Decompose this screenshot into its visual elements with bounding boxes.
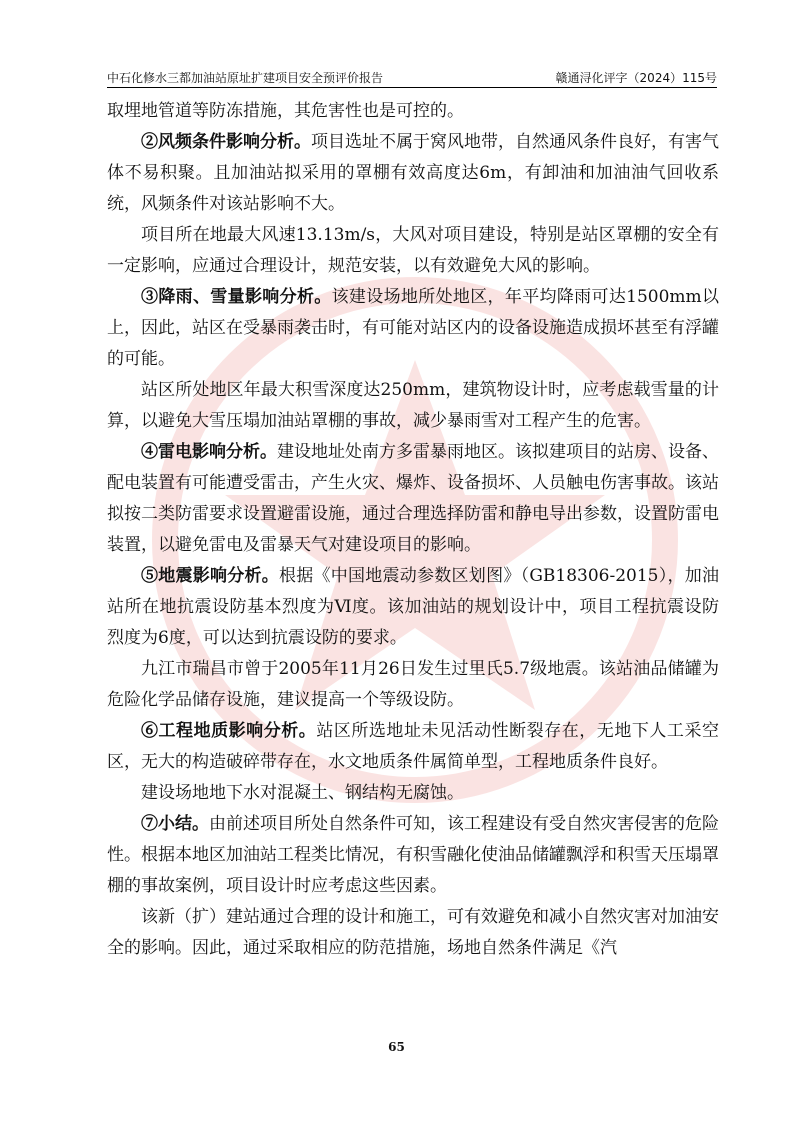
paragraph: 九江市瑞昌市曾于2005年11月26日发生过里氏5.7级地震。该站油品储罐为危险化学品储存设施，建议提高一个等级设防。 — [107, 659, 719, 710]
section-heading: ③降雨、雪量影响分析。 — [141, 287, 332, 307]
section-heading: ⑥工程地质影响分析。 — [141, 721, 317, 741]
report-body — [107, 96, 719, 964]
paragraph: 项目所在地最大风速13.13m/s，大风对项目建设，特别是站区罩棚的安全有一定影响，应通过合理设计，规范安装，以有效避免大风的影响。 — [107, 225, 719, 276]
paragraph-wind-analysis: ②风频条件影响分析。项目选址不属于窝风地带，自然通风条件良好，有害气体不易积聚。且加油站拟采用的罩棚有效高度达6m，有卸油和加油油气回收系统，风频条件对该站影响不大。 — [107, 132, 719, 214]
paragraph-lightning-analysis: ④雷电影响分析。建设地址处南方多雷暴雨地区。该拟建项目的站房、设备、配电装置有可能遭受雷击，产生火灾、爆炸、设备损坏、人员触电伤害事故。该站拟按二类防雷要求设置避雷设施，通过合理选择防雷和静电导出参数，设置防雷电装置，以避免雷电及雷暴天气对建设项目的影响。 — [107, 442, 719, 555]
section-heading: ②风频条件影响分析。 — [141, 132, 311, 152]
paragraph-rain-snow-analysis: ③降雨、雪量影响分析。该建设场地所处地区，年平均降雨可达1500mm以上，因此，站区在受暴雨袭击时，有可能对站区内的设备设施造成损坏甚至有浮罐的可能。 — [107, 287, 719, 369]
header-report-title: 中石化修水三都加油站原址扩建项目安全预评价报告 — [107, 71, 384, 85]
page-number: 65 — [388, 1040, 405, 1054]
paragraph: 该新（扩）建站通过合理的设计和施工，可有效避免和减小自然灾害对加油安全的影响。因此，通过采取相应的防范措施，场地自然条件满足《汽 — [107, 907, 719, 958]
section-heading: ⑦小结。 — [141, 814, 209, 834]
header-divider — [107, 87, 717, 88]
paragraph-geology-analysis: ⑥工程地质影响分析。站区所选地址未见活动性断裂存在，无地下人工采空区，无大的构造破碎带存在，水文地质条件属简单型，工程地质条件良好。 — [107, 721, 719, 772]
paragraph-earthquake-analysis: ⑤地震影响分析。根据《中国地震动参数区划图》（GB18306-2015），加油站所在地抗震设防基本烈度为Ⅵ度。该加油站的规划设计中，项目工程抗震设防烈度为6度，可以达到抗震设防的要求。 — [107, 566, 719, 648]
paragraph-summary: ⑦小结。由前述项目所处自然条件可知，该工程建设有受自然灾害侵害的危险性。根据本地区加油站工程类比情况，有积雪融化使油品储罐飘浮和积雪天压塌罩棚的事故案例，项目设计时应考虑这些因素。 — [107, 814, 719, 896]
paragraph: 站区所处地区年最大积雪深度达250mm，建筑物设计时，应考虑载雪量的计算，以避免大雪压塌加油站罩棚的事故，减少暴雨雪对工程产生的危害。 — [107, 380, 719, 431]
paragraph: 建设场地地下水对混凝土、钢结构无腐蚀。 — [141, 783, 464, 803]
page-header — [107, 66, 717, 86]
header-document-number: 赣通浔化评字（2024）115号 — [555, 71, 717, 85]
paragraph: 取埋地管道等防冻措施，其危害性也是可控的。 — [107, 101, 464, 121]
section-heading: ⑤地震影响分析。 — [141, 566, 280, 586]
section-heading: ④雷电影响分析。 — [141, 442, 277, 462]
